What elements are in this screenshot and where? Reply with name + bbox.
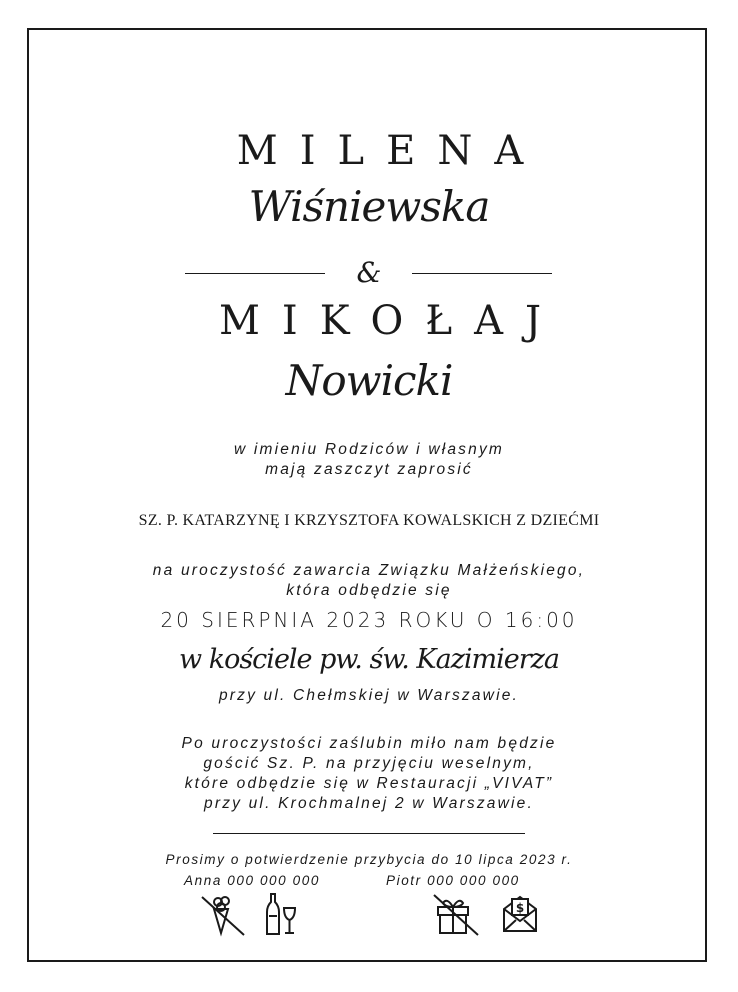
reception-line-4: przy ul. Krochmalnej 2 w Warszawie.	[204, 795, 534, 812]
rsvp-text: Prosimy o potwierdzenie przybycia do 10 lipca 2023 r.	[165, 852, 573, 867]
reception-line-1: Po uroczystości zaślubin miło nam będzie	[181, 735, 557, 752]
ceremony-line-1: na uroczystość zawarcia Związku Małżeńskiego,	[152, 562, 586, 579]
ampersand: &	[356, 256, 382, 289]
groom-first-name: MIKOŁAJ	[218, 298, 564, 344]
contact-anna: Anna 000 000 000	[184, 873, 320, 888]
intro-line-1: w imieniu Rodziców i własnym	[233, 441, 505, 458]
wine-icon	[263, 892, 299, 938]
ceremony-datetime: 20 SIERPNIA 2023 ROKU O 16:00	[160, 608, 578, 632]
divider-right	[412, 273, 552, 274]
divider-bottom	[213, 833, 525, 834]
no-flowers-icon	[200, 893, 246, 937]
money-envelope-icon	[500, 893, 540, 935]
bride-first-name: MILENA	[236, 128, 546, 174]
svg-text:$: $	[515, 901, 525, 915]
no-gift-icon	[432, 893, 480, 937]
reception-line-2: gościć Sz. P. na przyjęciu weselnym,	[203, 755, 535, 772]
groom-last-name: Nowicki	[285, 356, 453, 405]
reception-line-3: które odbędzie się w Restauracji „VIVAT”	[184, 775, 554, 792]
bride-last-name: Wiśniewska	[248, 182, 490, 231]
intro-line-2: mają zaszczyt zaprosić	[265, 461, 473, 478]
contact-piotr: Piotr 000 000 000	[386, 873, 520, 888]
ceremony-line-2: która odbędzie się	[286, 582, 452, 599]
church-name: w kościele pw. św. Kazimierza	[179, 644, 559, 675]
guest-names: SZ. P. KATARZYNĘ I KRZYSZTOFA KOWALSKICH Z DZIEĆMI	[138, 512, 600, 529]
ceremony-address: przy ul. Chełmskiej w Warszawie.	[218, 687, 520, 704]
